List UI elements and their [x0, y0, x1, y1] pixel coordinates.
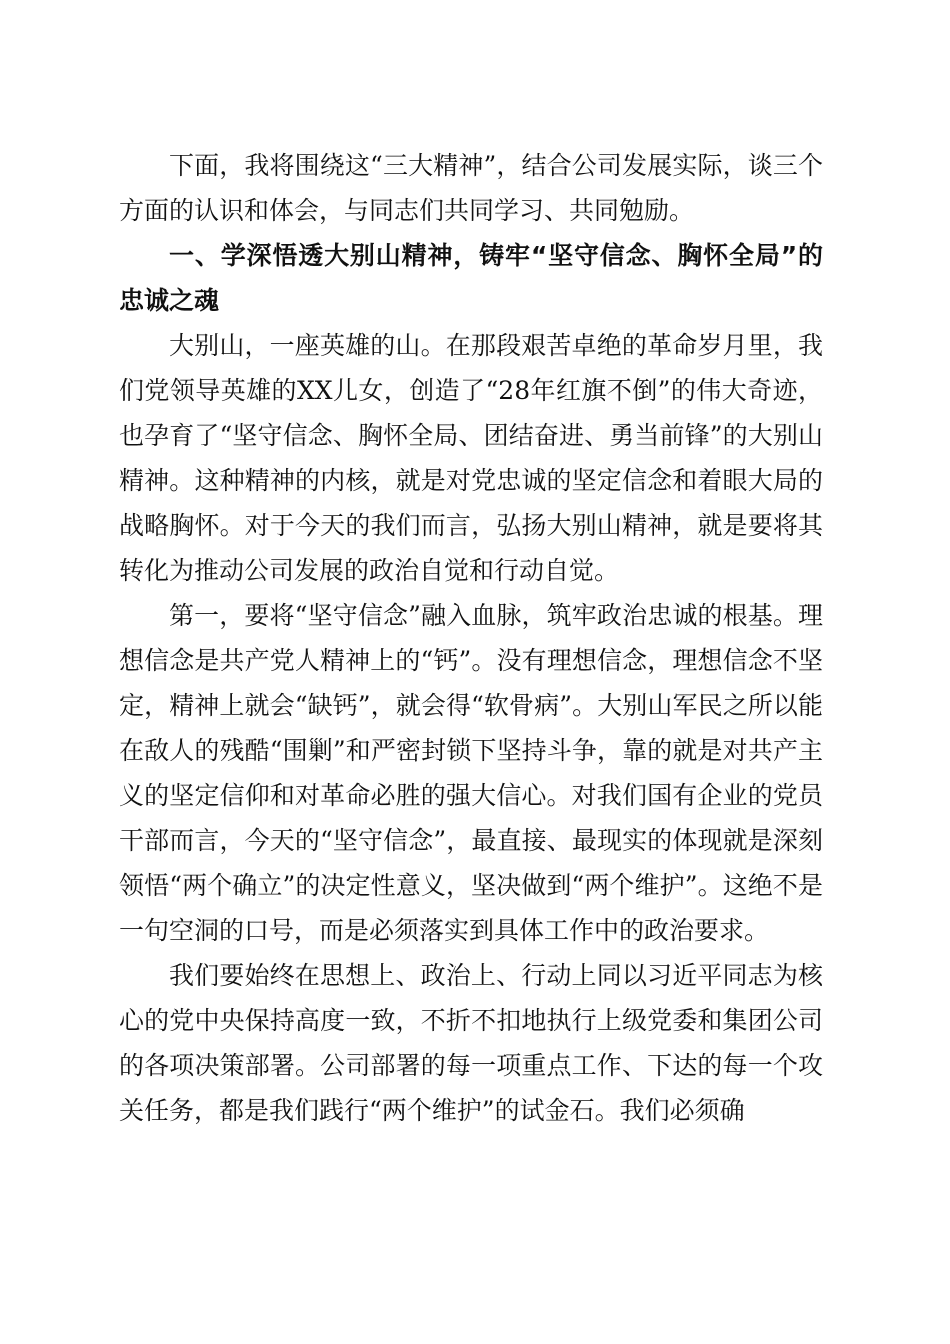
intro-paragraph: 下面，我将围绕这“三大精神”，结合公司发展实际，谈三个方面的认识和体会，与同志们共同学习、共同勉励。 [119, 151, 823, 225]
document-body [119, 143, 823, 1133]
section1-paragraph-3: 我们要始终在思想上、政治上、行动上同以习近平同志为核心的党中央保持高度一致，不折不扣地执行上级党委和集团公司的各项决策部署。公司部署的每一项重点工作、下达的每一个攻关任务，都是我们践行“两个维护”的试金石。我们必须确 [119, 961, 823, 1125]
section1-paragraph-1: 大别山，一座英雄的山。在那段艰苦卓绝的革命岁月里，我们党领导英雄的XX儿女，创造了“28年红旗不倒”的伟大奇迹，也孕育了“坚守信念、胸怀全局、团结奋进、勇当前锋”的大别山精神。这种精神的内核，就是对党忠诚的坚定信念和着眼大局的战略胸怀。对于今天的我们而言，弘扬大别山精神，就是要将其转化为推动公司发展的政治自觉和行动自觉。 [119, 331, 823, 585]
section-heading-1: 一、学深悟透大别山精神，铸牢“坚守信念、胸怀全局”的忠诚之魂 [119, 241, 823, 315]
section1-paragraph-2: 第一，要将“坚守信念”融入血脉，筑牢政治忠诚的根基。理想信念是共产党人精神上的“钙”。没有理想信念，理想信念不坚定，精神上就会“缺钙”，就会得“软骨病”。大别山军民之所以能在敌人的残酷“围剿”和严密封锁下坚持斗争，靠的就是对共产主义的坚定信仰和对革命必胜的强大信心。对我们国有企业的党员干部而言，今天的“坚守信念”，最直接、最现实的体现就是深刻领悟“两个确立”的决定性意义，坚决做到“两个维护”。这绝不是一句空洞的口号，而是必须落实到具体工作中的政治要求。 [119, 601, 823, 945]
